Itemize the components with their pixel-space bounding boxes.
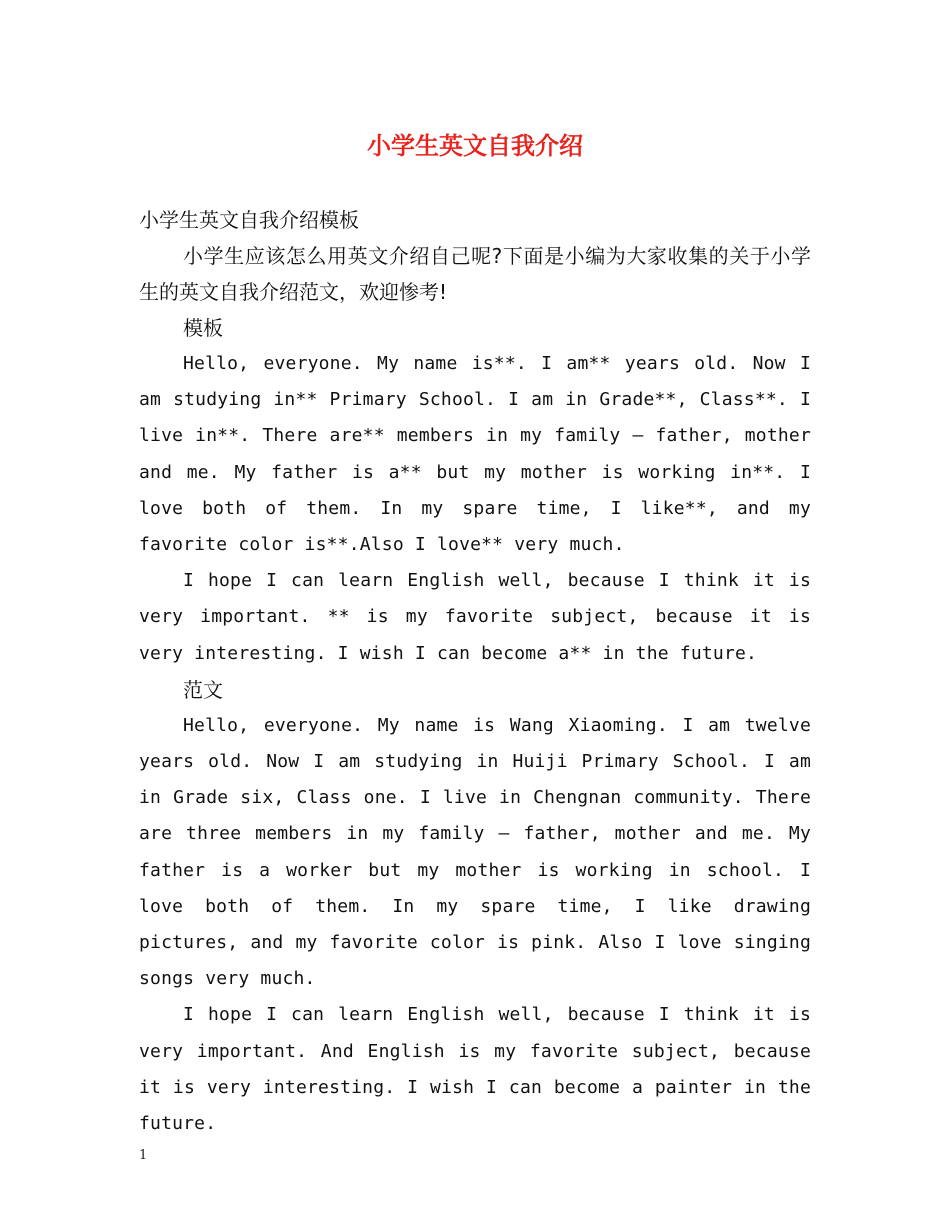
template-paragraph-2: I hope I can learn English well, because I think it is very important. ** is my favorite subject, because it is very interesting. I wish I can become a** in the future. [139,570,811,664]
sample-paragraph-1: Hello, everyone. My name is Wang Xiaoming. I am twelve years old. Now I am studying in Huiji Primary School. I am in Grade six, Class one. I live in Chengnan community. There are three members in my family — father, mother and me. My father is a worker but my mother is working in school. I love both of them. In my spare time, I like drawing pictures, and my favorite color is pink. Also I love singing songs very much. [139,714,811,990]
page-title: 小学生英文自我介绍 [367,131,583,160]
subheading: 小学生英文自我介绍模板 [139,208,359,232]
sample-paragraph-2: I hope I can learn English well, because I think it is very important. And English is my favorite subject, because it is very interesting. I wish I can become a painter in the future. [139,1004,811,1135]
template-paragraph-1: Hello, everyone. My name is**. I am** years old. Now I am studying in** Primary School. I am in Grade**, Class**. I live in**. There are** members in my family — father, mother and me. My father is a** but my mother is working in**. I love both of them. In my spare time, I like**, and my favorite color is**.Also I love** very much. [139,353,811,556]
intro-paragraph: 小学生应该怎么用英文介绍自己呢?下面是小编为大家收集的关于小学生的英文自我介绍范文，欢迎惨考! [139,244,811,304]
document-body [139,202,811,1142]
sample-heading: 范文 [183,677,223,702]
template-heading: 模板 [183,316,223,340]
page-number: 1 [139,1148,148,1163]
